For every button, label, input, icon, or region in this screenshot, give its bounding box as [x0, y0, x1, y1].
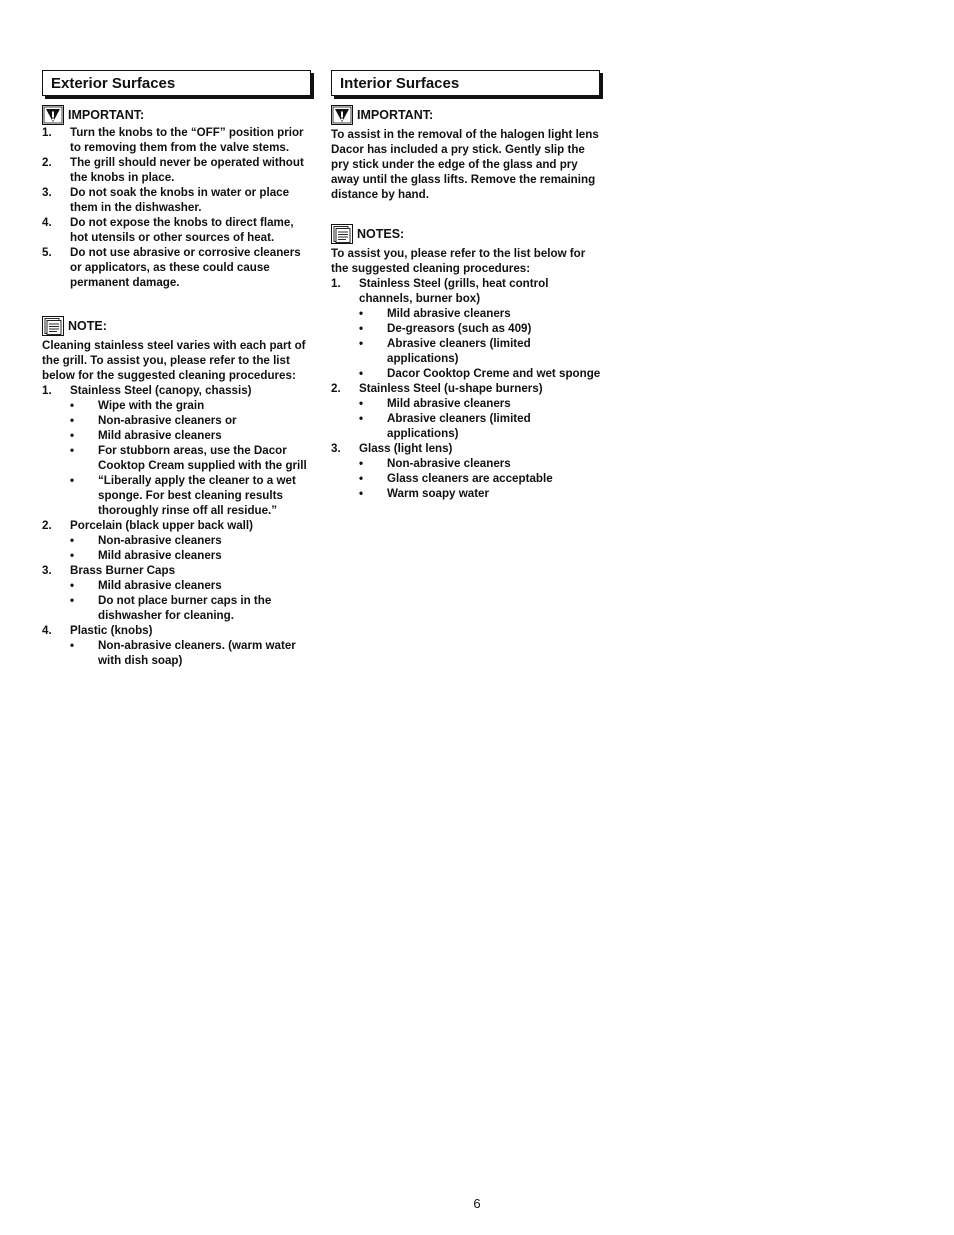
bullet-marker: • — [70, 399, 75, 412]
list-item — [42, 518, 314, 563]
list-item-label: Stainless Steel (grills, heat control channels, burner box) — [359, 277, 549, 305]
bullet-item — [70, 428, 314, 443]
interior-notes-title: NOTES: — [357, 227, 405, 241]
list-item-label: Porcelain (black upper back wall) — [70, 519, 253, 532]
list-item-text: Do not expose the knobs to direct flame, hot utensils or other sources of heat. — [70, 216, 294, 244]
warning-icon — [42, 105, 64, 125]
bullet-item — [359, 396, 603, 411]
list-item — [42, 185, 314, 215]
bullet-list — [70, 398, 314, 518]
list-item-text: Do not soak the knobs in water or place them in the dishwasher. — [70, 186, 290, 214]
bullet-item-text: Do not place burner caps in the dishwasher for cleaning. — [98, 594, 272, 622]
bullet-marker: • — [359, 487, 364, 500]
bullet-item-text: Mild abrasive cleaners — [98, 549, 222, 562]
bullet-marker: • — [70, 429, 75, 442]
bullet-list — [70, 638, 314, 668]
list-number: 4. — [42, 624, 52, 637]
exterior-note-intro: Cleaning stainless steel varies with each part of the grill. To assist you, please refer to the list below for the suggested cleaning procedures: — [42, 339, 306, 382]
bullet-marker: • — [359, 322, 364, 335]
list-number: 3. — [331, 442, 341, 455]
interior-notes-intro: To assist you, please refer to the list below for the suggested cleaning procedures: — [331, 247, 586, 275]
list-number: 2. — [42, 156, 52, 169]
interior-section-title: Interior Surfaces — [331, 70, 600, 96]
interior-important-heading — [331, 105, 603, 125]
bullet-item-text: Mild abrasive cleaners — [98, 579, 222, 592]
bullet-item-text: De-greasors (such as 409) — [387, 322, 532, 335]
bullet-list — [359, 456, 603, 501]
list-item-label: Glass (light lens) — [359, 442, 453, 455]
bullet-item — [70, 548, 314, 563]
bullet-marker: • — [70, 639, 75, 652]
bullet-marker: • — [70, 594, 75, 607]
bullet-item-text: Wipe with the grain — [98, 399, 205, 412]
bullet-item — [70, 638, 314, 668]
bullet-marker: • — [359, 307, 364, 320]
bullet-item-text: Abrasive cleaners (limited applications) — [387, 337, 531, 365]
bullet-item-text: Warm soapy water — [387, 487, 490, 500]
interior-important-text: To assist in the removal of the halogen light lens Dacor has included a pry stick. Gently slip the pry stick under the edge of the glass and pry away until the glass lifts. Remove the remaining distance by hand. — [331, 128, 599, 201]
list-number: 2. — [42, 519, 52, 532]
bullet-marker: • — [359, 337, 364, 350]
bullet-item-text: Non-abrasive cleaners or — [98, 414, 237, 427]
bullet-item — [70, 473, 314, 518]
interior-column — [331, 70, 603, 501]
list-item — [42, 245, 314, 290]
exterior-important-list — [42, 125, 314, 290]
bullet-list — [359, 306, 603, 381]
bullet-marker: • — [70, 474, 75, 487]
bullet-item — [359, 486, 603, 501]
bullet-item — [70, 533, 314, 548]
bullet-item — [70, 398, 314, 413]
exterior-note-heading — [42, 316, 314, 336]
page-number: 6 — [473, 1196, 481, 1211]
list-number: 4. — [42, 216, 52, 229]
bullet-marker: • — [359, 472, 364, 485]
bullet-item — [359, 321, 603, 336]
bullet-item-text: Mild abrasive cleaners — [387, 307, 511, 320]
list-item — [42, 623, 314, 668]
list-item-label: Stainless Steel (u-shape burners) — [359, 382, 543, 395]
interior-notes-heading — [331, 224, 603, 244]
note-icon — [42, 316, 64, 336]
exterior-note-title: NOTE: — [68, 319, 107, 333]
list-item-text: Do not use abrasive or corrosive cleaners or applicators, as these could cause permanent damage. — [70, 246, 301, 289]
bullet-item-text: Non-abrasive cleaners — [387, 457, 511, 470]
bullet-marker: • — [70, 414, 75, 427]
note-icon — [331, 224, 353, 244]
bullet-item — [359, 471, 603, 486]
list-number: 1. — [42, 126, 52, 139]
list-item-label: Brass Burner Caps — [70, 564, 176, 577]
bullet-item — [70, 593, 314, 623]
bullet-item-text: Mild abrasive cleaners — [387, 397, 511, 410]
exterior-column — [42, 70, 314, 668]
interior-important-title: IMPORTANT: — [357, 108, 434, 122]
bullet-item-text: Non-abrasive cleaners — [98, 534, 222, 547]
bullet-item — [359, 306, 603, 321]
bullet-item — [70, 578, 314, 593]
list-item — [42, 155, 314, 185]
bullet-list — [359, 396, 603, 441]
list-item-label: Plastic (knobs) — [70, 624, 153, 637]
list-item — [331, 441, 603, 501]
bullet-marker: • — [70, 444, 75, 457]
bullet-marker: • — [70, 579, 75, 592]
exterior-important-heading — [42, 105, 314, 125]
bullet-marker: • — [359, 412, 364, 425]
list-item — [42, 215, 314, 245]
exterior-section-title: Exterior Surfaces — [42, 70, 311, 96]
exterior-note-list — [42, 383, 314, 668]
list-item-label: Stainless Steel (canopy, chassis) — [70, 384, 252, 397]
bullet-item-text: For stubborn areas, use the Dacor Cooktop Cream supplied with the grill — [98, 444, 307, 472]
list-number: 3. — [42, 564, 52, 577]
bullet-item — [359, 336, 603, 366]
bullet-item-text: Abrasive cleaners (limited applications) — [387, 412, 531, 440]
list-item — [331, 276, 603, 381]
bullet-item-text: Dacor Cooktop Creme and wet sponge — [387, 367, 601, 380]
bullet-marker: • — [359, 457, 364, 470]
bullet-item — [70, 413, 314, 428]
list-item — [42, 383, 314, 518]
list-number: 2. — [331, 382, 341, 395]
list-item-text: Turn the knobs to the “OFF” position prior to removing them from the valve stems. — [70, 126, 304, 154]
bullet-item — [359, 456, 603, 471]
bullet-list — [70, 533, 314, 563]
exterior-important-title: IMPORTANT: — [68, 108, 145, 122]
bullet-item-text: Non-abrasive cleaners. (warm water with dish soap) — [98, 639, 296, 667]
bullet-item — [359, 411, 603, 441]
list-item — [42, 125, 314, 155]
warning-icon — [331, 105, 353, 125]
bullet-item — [359, 366, 603, 381]
bullet-item-text: Glass cleaners are acceptable — [387, 472, 553, 485]
list-number: 1. — [331, 277, 341, 290]
list-number: 5. — [42, 246, 52, 259]
list-item — [331, 381, 603, 441]
bullet-list — [70, 578, 314, 623]
list-number: 3. — [42, 186, 52, 199]
bullet-marker: • — [359, 367, 364, 380]
bullet-marker: • — [70, 534, 75, 547]
bullet-item-text: Mild abrasive cleaners — [98, 429, 222, 442]
list-item-text: The grill should never be operated without the knobs in place. — [70, 156, 304, 184]
list-number: 1. — [42, 384, 52, 397]
interior-notes-list — [331, 276, 603, 501]
bullet-marker: • — [359, 397, 364, 410]
bullet-marker: • — [70, 549, 75, 562]
list-item — [42, 563, 314, 623]
bullet-item — [70, 443, 314, 473]
bullet-item-text: “Liberally apply the cleaner to a wet sponge. For best cleaning results thoroughly rinse off all residue.” — [98, 474, 296, 517]
